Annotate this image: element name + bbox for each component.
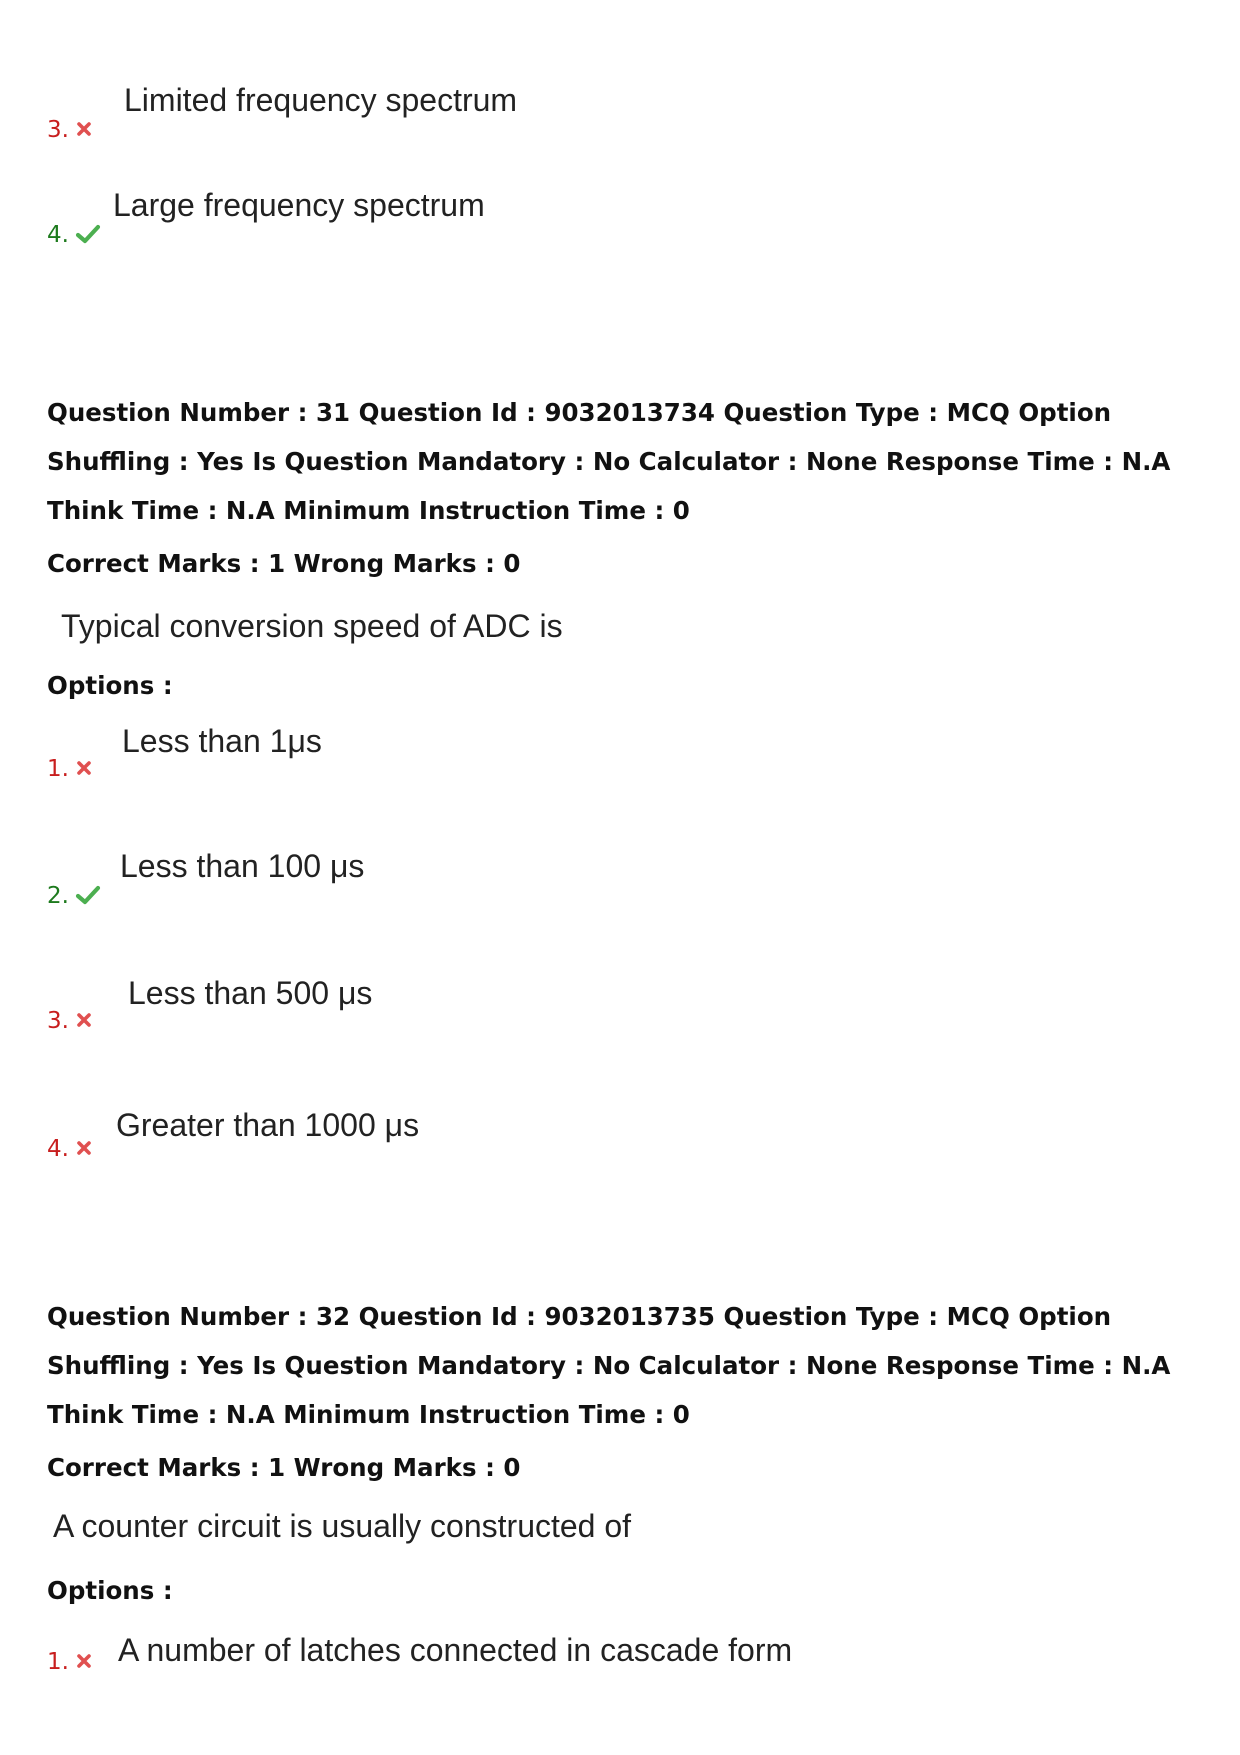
option-text: A number of latches connected in cascade form (118, 1632, 793, 1668)
option-text: Less than 100 μs (120, 848, 365, 884)
cross-icon (73, 757, 95, 779)
options-label: Options : (47, 671, 173, 700)
cross-icon (73, 1650, 95, 1672)
marks-line: Correct Marks : 1 Wrong Marks : 0 (47, 549, 521, 578)
option-number: 2. (47, 883, 69, 909)
option-text: Less than 500 μs (128, 975, 373, 1011)
check-icon (75, 884, 101, 906)
option-number: 3. (47, 117, 69, 143)
option-number: 1. (47, 1649, 69, 1675)
check-icon (75, 223, 101, 245)
option-text: Less than 1μs (122, 723, 322, 759)
option-text: Greater than 1000 μs (116, 1107, 420, 1143)
question-text: A counter circuit is usually constructed of (53, 1508, 632, 1544)
option-number: 3. (47, 1008, 69, 1034)
cross-icon (73, 118, 95, 140)
option-number: 4. (47, 222, 69, 248)
cross-icon (73, 1009, 95, 1031)
question-meta: Question Number : 31 Question Id : 9032013734 Question Type : MCQ Option Shuffling : Yes Is Question Mandatory : No Calculator : None Response Time : N.A Think Time : N.A Minimum Instruction Time : 0 (47, 398, 1171, 525)
question-meta: Question Number : 32 Question Id : 9032013735 Question Type : MCQ Option Shuffling : Yes Is Question Mandatory : No Calculator : None Response Time : N.A Think Time : N.A Minimum Instruction Time : 0 (47, 1302, 1171, 1429)
question-text: Typical conversion speed of ADC is (61, 608, 563, 644)
options-label: Options : (47, 1576, 173, 1605)
option-number: 1. (47, 756, 69, 782)
marks-line: Correct Marks : 1 Wrong Marks : 0 (47, 1453, 521, 1482)
option-number: 4. (47, 1136, 69, 1162)
cross-icon (73, 1137, 95, 1159)
option-text: Limited frequency spectrum (124, 82, 518, 118)
option-text: Large frequency spectrum (113, 187, 485, 223)
